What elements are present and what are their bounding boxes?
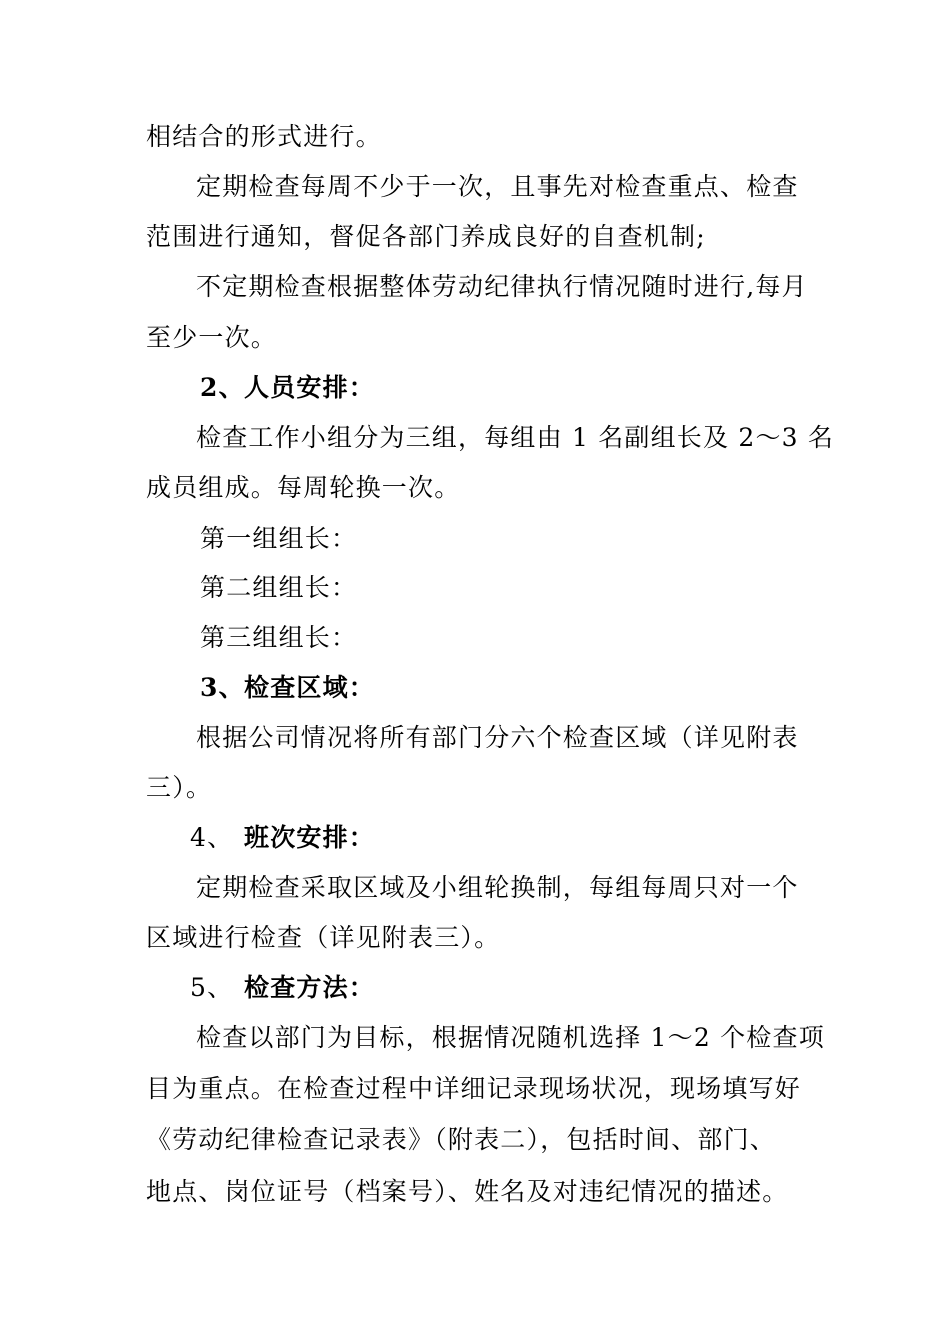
group-leader-line: 第二组组长：	[200, 573, 358, 602]
section-heading-2	[200, 372, 375, 404]
section-number: 3、	[200, 673, 245, 702]
group-leader-line: 第一组组长：	[200, 524, 358, 553]
section-title: 检查方法：	[244, 973, 376, 1002]
section-heading-4	[190, 822, 375, 854]
section-title: 检查区域：	[244, 673, 376, 702]
paragraph-line: 《劳动纪律检查记录表》（附表二），包括时间、部门、	[146, 1125, 777, 1154]
paragraph-line: 定期检查每周不少于一次，且事先对检查重点、检查	[196, 172, 799, 201]
paragraph-line: 相结合的形式进行。	[146, 122, 382, 151]
section-title: 人员安排：	[244, 373, 376, 402]
paragraph-line: 范围进行通知，督促各部门养成良好的自查机制;	[146, 222, 706, 251]
paragraph-line: 检查工作小组分为三组，每组由 1 名副组长及 2～3 名	[196, 423, 835, 452]
paragraph-line: 目为重点。在检查过程中详细记录现场状况，现场填写好	[146, 1074, 802, 1103]
paragraph-line: 区域进行检查（详见附表三）。	[146, 923, 501, 952]
paragraph-line: 地点、岗位证号（档案号）、姓名及对违纪情况的描述。	[146, 1177, 789, 1206]
section-number: 5、	[190, 973, 234, 1002]
section-heading-3	[200, 672, 375, 704]
group-leader-line: 第三组组长：	[200, 623, 358, 652]
section-title: 班次安排：	[244, 823, 376, 852]
paragraph-line: 检查以部门为目标，根据情况随机选择 1～2 个检查项	[196, 1023, 825, 1052]
paragraph-line: 至少一次。	[146, 323, 278, 352]
paragraph-line: 定期检查采取区域及小组轮换制，每组每周只对一个	[196, 873, 799, 902]
section-number: 4、	[190, 823, 234, 852]
paragraph-line: 三）。	[146, 773, 213, 802]
section-number: 2、	[200, 373, 245, 402]
paragraph-line: 根据公司情况将所有部门分六个检查区域（详见附表	[196, 723, 799, 752]
paragraph-line: 不定期检查根据整体劳动纪律执行情况随时进行,每月	[196, 272, 808, 301]
section-heading-5	[190, 972, 375, 1004]
paragraph-line: 成员组成。每周轮换一次。	[146, 473, 461, 502]
